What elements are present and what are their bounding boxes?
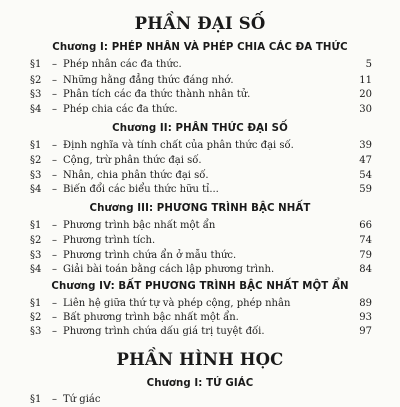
section-number: §2	[30, 155, 42, 166]
page-number: 30	[359, 104, 372, 115]
dash: –	[52, 184, 57, 195]
section-title: Nhân, chia phân thức đại số.	[63, 170, 209, 181]
section-number: §3	[30, 170, 42, 181]
section-number: §3	[30, 326, 42, 337]
list-item	[0, 58, 400, 72]
page-number: 59	[359, 184, 372, 195]
list-item	[0, 393, 400, 407]
dash: –	[52, 312, 57, 323]
list-item	[0, 311, 400, 325]
section-title: Những hằng đẳng thức đáng nhớ.	[63, 75, 234, 86]
section-number: §2	[30, 312, 42, 323]
list-item	[0, 219, 400, 233]
page-number: 84	[359, 264, 372, 275]
section-title: Tứ giác	[63, 394, 101, 405]
section-number: §3	[30, 89, 42, 100]
chapter-title-4: Chương IV: BẤT PHƯƠNG TRÌNH BẬC NHẤT MỘT ẨN	[51, 281, 349, 292]
page-number: 5	[365, 59, 372, 70]
dash: –	[52, 155, 57, 166]
page-number: 11	[359, 75, 372, 86]
part-title-geometry: PHẦN HÌNH HỌC	[116, 350, 284, 369]
dash: –	[52, 75, 57, 86]
section-title: Liên hệ giữa thứ tự và phép cộng, phép nhân	[63, 298, 291, 309]
section-number: §4	[30, 184, 42, 195]
section-title: Định nghĩa và tính chất của phân thức đại số.	[63, 140, 294, 151]
page-number: 74	[359, 235, 372, 246]
section-title: Phép nhân các đa thức.	[63, 59, 182, 70]
section-title: Phương trình chứa ẩn ở mẫu thức.	[63, 250, 237, 261]
page-number: 79	[359, 250, 372, 261]
list-item	[0, 297, 400, 311]
section-number: §3	[30, 250, 42, 261]
dash: –	[52, 326, 57, 337]
section-title: Biến đổi các biểu thức hữu tỉ...	[63, 184, 219, 195]
page-number: 54	[359, 170, 372, 181]
list-item	[0, 325, 400, 339]
page-number: 66	[359, 220, 372, 231]
list-item	[0, 234, 400, 248]
section-title: Phương trình bậc nhất một ẩn	[63, 220, 216, 231]
dash: –	[52, 394, 57, 405]
part-title-algebra: PHẦN ĐẠI SỐ	[134, 14, 266, 33]
page-number: 89	[359, 298, 372, 309]
section-title: Phân tích các đa thức thành nhân tử.	[63, 89, 251, 100]
section-number: §1	[30, 220, 42, 231]
dash: –	[52, 59, 57, 70]
chapter-title-1: Chương I: PHÉP NHÂN VÀ PHÉP CHIA CÁC ĐA THỨC	[52, 42, 348, 53]
section-number: §1	[30, 59, 42, 70]
chapter-title-2: Chương II: PHÂN THỨC ĐẠI SỐ	[112, 123, 288, 134]
page-number: 97	[359, 326, 372, 337]
section-title: Cộng, trừ phân thức đại số.	[63, 155, 202, 166]
dash: –	[52, 140, 57, 151]
section-title: Phương trình tích.	[63, 235, 156, 246]
list-item	[0, 169, 400, 183]
section-number: §4	[30, 104, 42, 115]
dash: –	[52, 220, 57, 231]
page-number: 39	[359, 140, 372, 151]
list-item	[0, 74, 400, 88]
section-title: Phương trình chứa dấu giá trị tuyệt đối.	[63, 326, 265, 337]
dash: –	[52, 298, 57, 309]
section-number: §1	[30, 140, 42, 151]
section-title: Bất phương trình bậc nhất một ẩn.	[63, 312, 239, 323]
dash: –	[52, 170, 57, 181]
list-item	[0, 103, 400, 117]
dash: –	[52, 104, 57, 115]
page-number: 47	[359, 155, 372, 166]
list-item	[0, 249, 400, 263]
list-item	[0, 88, 400, 102]
dash: –	[52, 250, 57, 261]
list-item	[0, 154, 400, 168]
list-item	[0, 139, 400, 153]
list-item	[0, 183, 400, 197]
dash: –	[52, 89, 57, 100]
chapter-title-geometry-1: Chương I: TỨ GIÁC	[146, 378, 254, 389]
section-title: Phép chia các đa thức.	[63, 104, 178, 115]
list-item	[0, 263, 400, 277]
section-title: Giải bài toán bằng cách lập phương trình.	[63, 264, 275, 275]
section-number: §2	[30, 235, 42, 246]
page-number: 20	[359, 89, 372, 100]
page-number: 93	[359, 312, 372, 323]
section-number: §1	[30, 394, 42, 405]
dash: –	[52, 264, 57, 275]
chapter-title-3: Chương III: PHƯƠNG TRÌNH BẬC NHẤT	[89, 203, 311, 214]
dash: –	[52, 235, 57, 246]
section-number: §4	[30, 264, 42, 275]
section-number: §2	[30, 75, 42, 86]
section-number: §1	[30, 298, 42, 309]
